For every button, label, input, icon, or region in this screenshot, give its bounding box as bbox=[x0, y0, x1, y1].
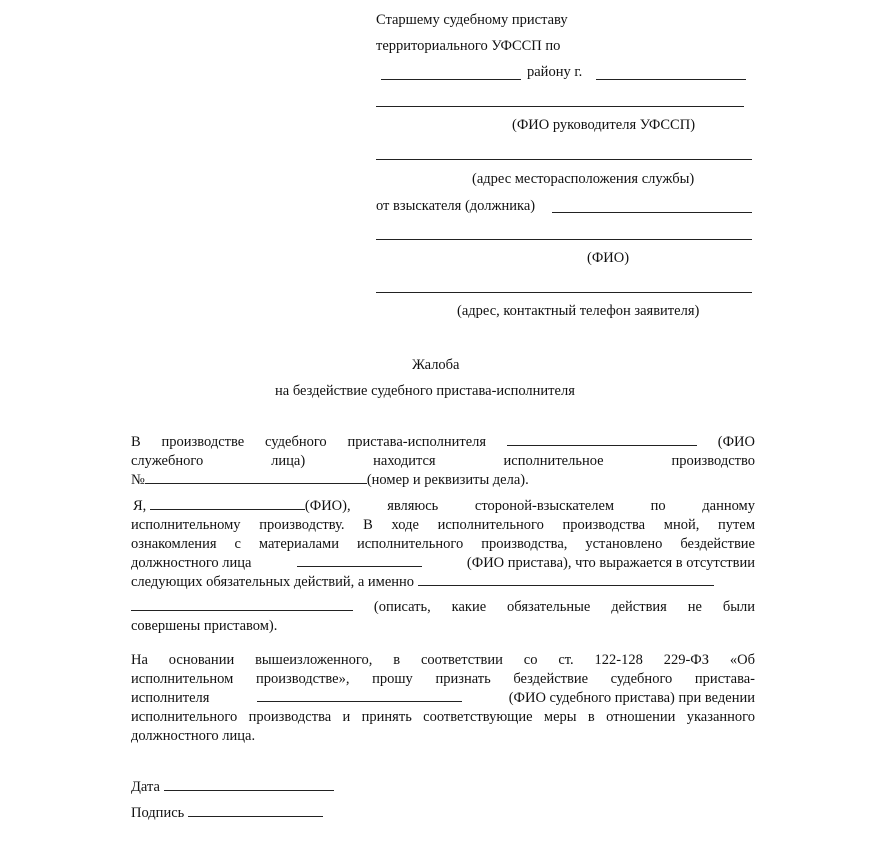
para2-line4: должностного лица (ФИО пристава), что выражается в отсутствии bbox=[131, 555, 755, 571]
bailiff-fio-blank[interactable] bbox=[297, 565, 422, 567]
caption-contact: (адрес, контактный телефон заявителя) bbox=[457, 303, 700, 319]
caption-head: (ФИО руководителя УФССП) bbox=[512, 117, 696, 133]
para2-line3: ознакомления с материалами исполнительного производства, установлено бездействие bbox=[131, 536, 755, 552]
para1-line3: № (номер и реквизиты дела). bbox=[131, 472, 529, 488]
para1-line2: служебного лица) находится исполнительное производство bbox=[131, 453, 755, 469]
bailiff-name-blank[interactable] bbox=[257, 700, 462, 702]
addressee-line2: территориального УФССП по bbox=[376, 38, 561, 54]
para2-line1: Я, (ФИО), являюсь стороной-взыскателем по данному bbox=[133, 498, 755, 514]
para3-line3: исполнителя (ФИО судебного пристава) при ведении bbox=[131, 690, 755, 706]
date-label: Дата bbox=[131, 779, 160, 795]
doc-title: Жалоба bbox=[412, 357, 460, 373]
service-address-blank[interactable] bbox=[376, 159, 752, 160]
from-blank[interactable] bbox=[552, 212, 752, 213]
para1-line1: В производстве судебного пристава-исполнителя (ФИО bbox=[131, 434, 755, 450]
head-name-blank[interactable] bbox=[376, 106, 744, 107]
caption-address: (адрес месторасположения службы) bbox=[472, 171, 695, 187]
para3-line4: исполнительного производства и принять соответствующие меры в отношении указанного bbox=[131, 709, 755, 725]
caption-fio: (ФИО) bbox=[587, 250, 630, 266]
claimant-fio-blank[interactable] bbox=[150, 508, 305, 510]
city-blank[interactable] bbox=[596, 79, 746, 80]
applicant-contact-blank[interactable] bbox=[376, 292, 752, 293]
para2-line5: следующих обязательных действий, а именно bbox=[131, 574, 714, 591]
para2-line2: исполнительному производству. В ходе исполнительного производства мной, путем bbox=[131, 517, 755, 533]
official-blank[interactable] bbox=[507, 444, 697, 446]
para3-line5: должностного лица. bbox=[131, 728, 256, 744]
actions-blank-2[interactable] bbox=[131, 609, 353, 611]
para2-line7: совершены приставом). bbox=[131, 618, 278, 634]
para3-line1: На основании вышеизложенного, в соответствии со ст. 122-128 229-ФЗ «Об bbox=[131, 652, 755, 668]
para2-line6: (описать, какие обязательные действия не были bbox=[131, 599, 755, 616]
date-blank[interactable] bbox=[164, 789, 334, 791]
from-label: от взыскателя (должника) bbox=[376, 198, 536, 214]
signature-row bbox=[131, 805, 323, 822]
case-number-blank[interactable] bbox=[145, 482, 367, 484]
signature-blank[interactable] bbox=[188, 815, 323, 817]
applicant-name-blank[interactable] bbox=[376, 239, 752, 240]
signature-label: Подпись bbox=[131, 805, 185, 821]
actions-blank-1[interactable] bbox=[418, 584, 714, 586]
addressee-line3: району г. bbox=[527, 64, 583, 80]
para3-line2: исполнительном производстве», прошу признать бездействие судебного пристава- bbox=[131, 671, 755, 687]
region-blank[interactable] bbox=[381, 79, 521, 80]
doc-subtitle: на бездействие судебного пристава-исполнителя bbox=[275, 383, 575, 399]
date-row bbox=[131, 779, 334, 796]
addressee-line1: Старшему судебному приставу bbox=[376, 12, 568, 28]
